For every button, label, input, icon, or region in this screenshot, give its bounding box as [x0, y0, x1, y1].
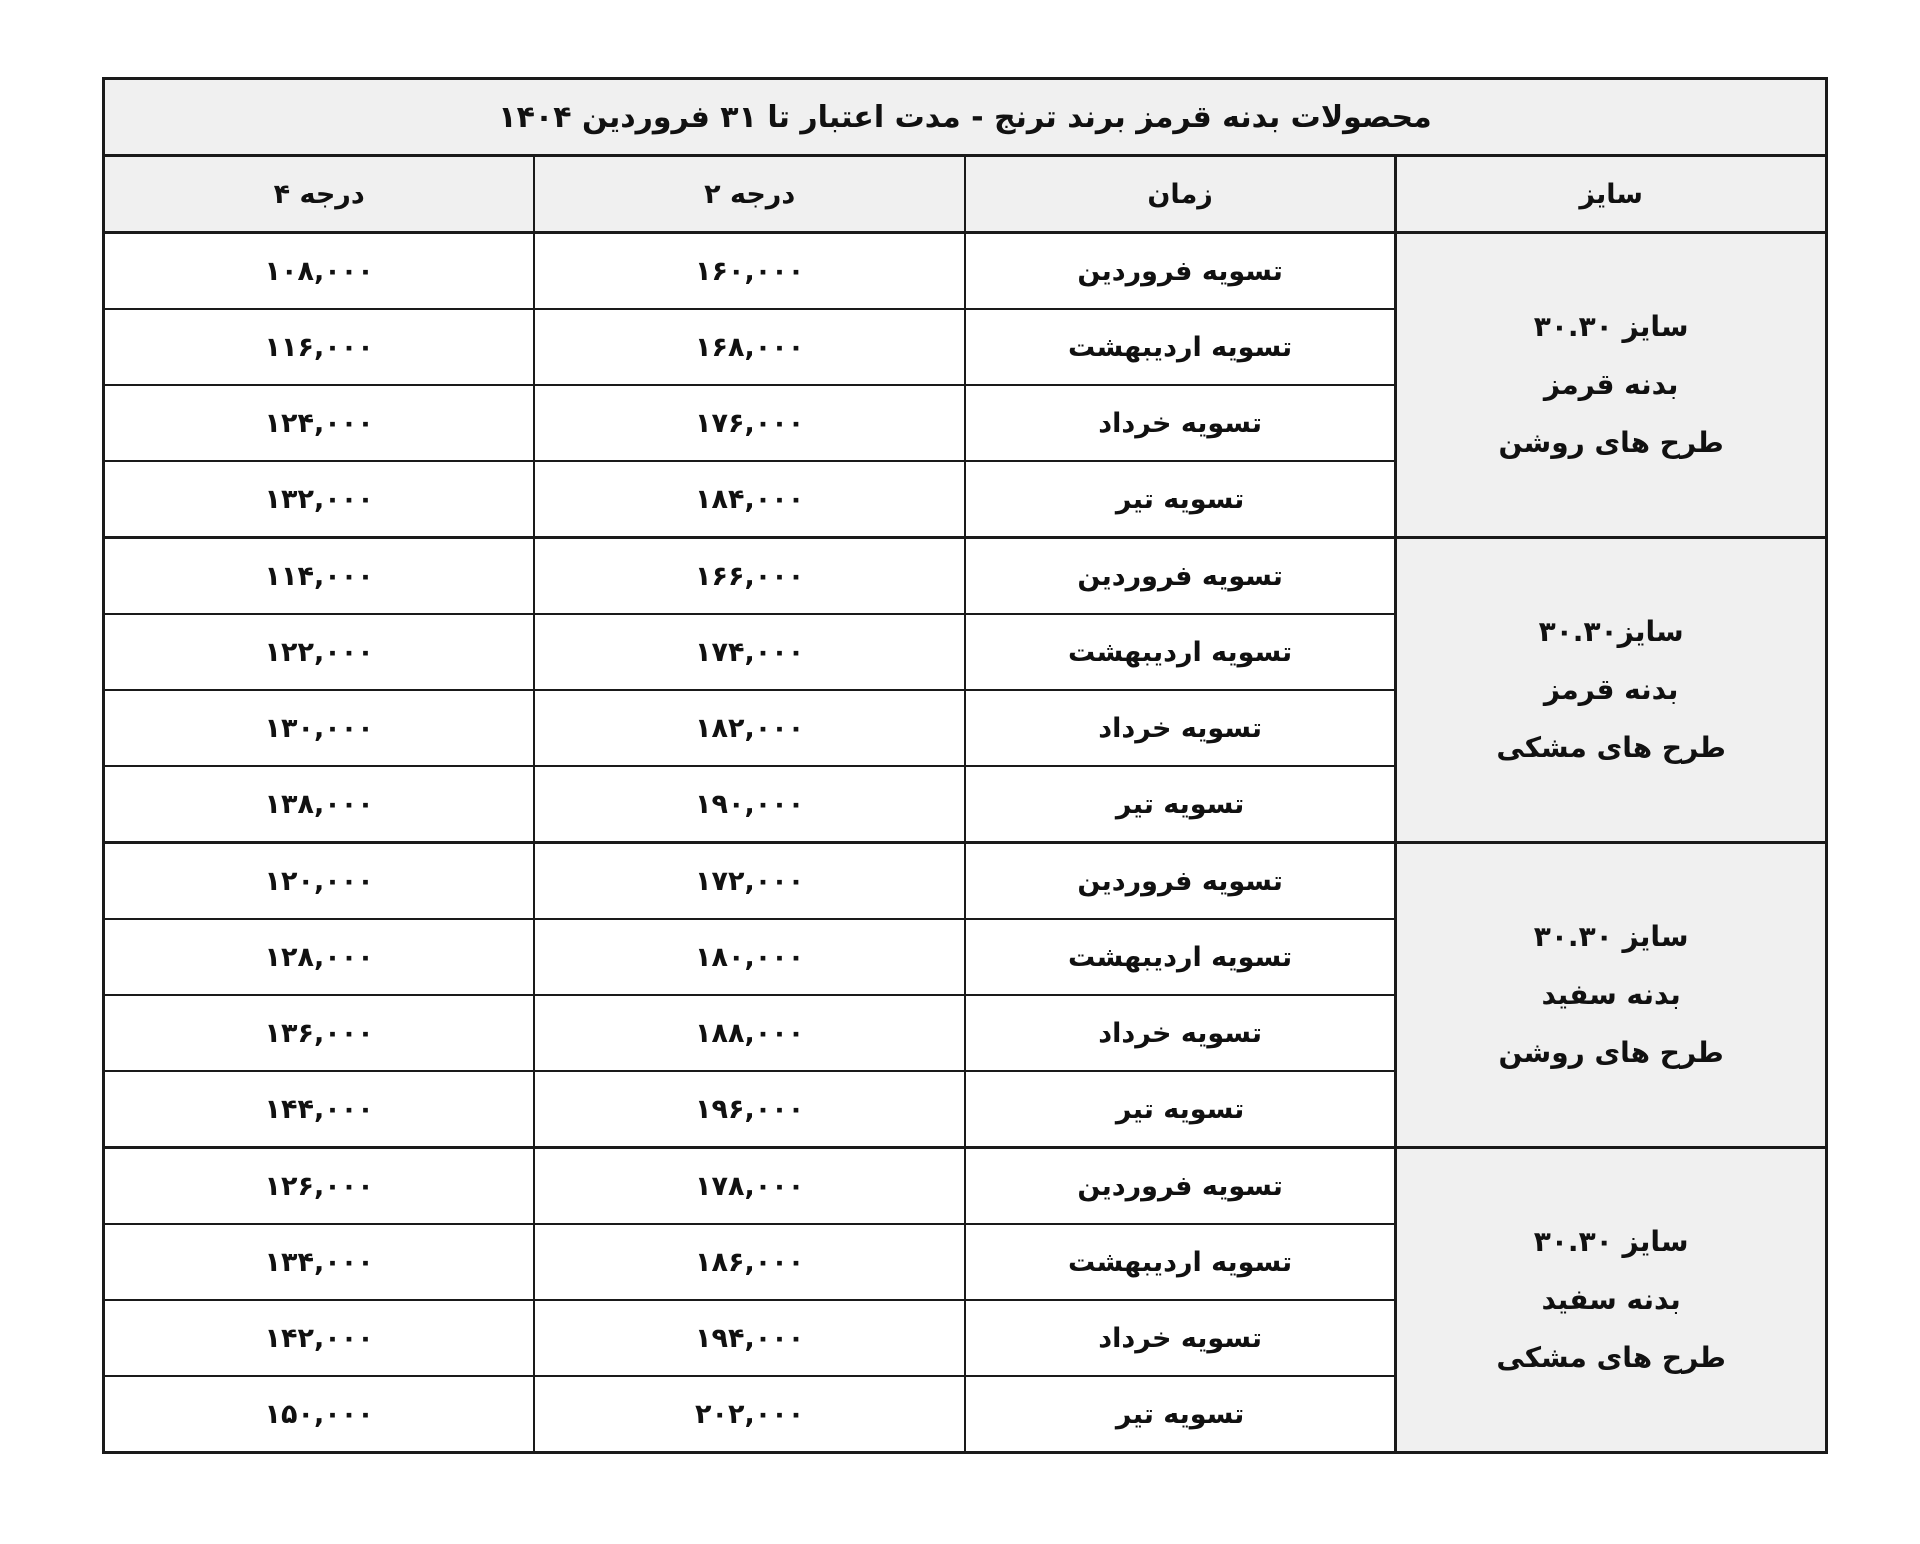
grade2-price-cell: ۱۶۸,۰۰۰ [534, 309, 965, 385]
group-label-design: طرح های مشکی [1496, 731, 1726, 764]
header-row [104, 156, 1827, 233]
grade4-price-cell: ۱۵۰,۰۰۰ [104, 1376, 535, 1453]
group-label-cell [1396, 843, 1827, 1148]
grade4-price-cell: ۱۰۸,۰۰۰ [104, 233, 535, 310]
grade2-price-cell: ۱۸۲,۰۰۰ [534, 690, 965, 766]
time-cell: تسویه اردیبهشت [965, 919, 1396, 995]
group-label-size: سایز ۳۰.۳۰ [1533, 920, 1689, 953]
grade4-price-cell: ۱۴۴,۰۰۰ [104, 1071, 535, 1148]
grade4-price-cell: ۱۴۲,۰۰۰ [104, 1300, 535, 1376]
grade2-price-cell: ۱۶۰,۰۰۰ [534, 233, 965, 310]
grade2-price-cell: ۱۶۶,۰۰۰ [534, 538, 965, 615]
grade2-price-cell: ۱۷۲,۰۰۰ [534, 843, 965, 920]
grade2-price-cell: ۱۹۶,۰۰۰ [534, 1071, 965, 1148]
grade2-price-cell: ۱۸۴,۰۰۰ [534, 461, 965, 538]
grade2-price-cell: ۱۷۶,۰۰۰ [534, 385, 965, 461]
time-cell: تسویه خرداد [965, 995, 1396, 1071]
grade2-price-cell: ۱۷۸,۰۰۰ [534, 1148, 965, 1225]
group-label-size: سایز ۳۰.۳۰ [1533, 310, 1689, 343]
time-cell: تسویه تیر [965, 1376, 1396, 1453]
time-cell: تسویه اردیبهشت [965, 614, 1396, 690]
grade4-price-cell: ۱۱۶,۰۰۰ [104, 309, 535, 385]
group-label-design: طرح های روشن [1498, 1036, 1724, 1069]
grade4-price-cell: ۱۱۴,۰۰۰ [104, 538, 535, 615]
title-row [104, 79, 1827, 156]
header-size: سایز [1396, 156, 1827, 233]
header-grade2: درجه ۲ [534, 156, 965, 233]
group-label-body: بدنه قرمز [1543, 673, 1679, 706]
time-cell: تسویه اردیبهشت [965, 309, 1396, 385]
time-cell: تسویه فروردین [965, 538, 1396, 615]
grade4-price-cell: ۱۲۸,۰۰۰ [104, 919, 535, 995]
time-cell: تسویه خرداد [965, 385, 1396, 461]
grade4-price-cell: ۱۳۰,۰۰۰ [104, 690, 535, 766]
grade2-price-cell: ۲۰۲,۰۰۰ [534, 1376, 965, 1453]
time-cell: تسویه تیر [965, 461, 1396, 538]
group-label-body: بدنه سفید [1541, 1283, 1681, 1316]
grade4-price-cell: ۱۲۰,۰۰۰ [104, 843, 535, 920]
grade2-price-cell: ۱۷۴,۰۰۰ [534, 614, 965, 690]
price-table [102, 77, 1828, 1454]
grade4-price-cell: ۱۲۶,۰۰۰ [104, 1148, 535, 1225]
time-cell: تسویه فروردین [965, 1148, 1396, 1225]
grade4-price-cell: ۱۲۲,۰۰۰ [104, 614, 535, 690]
group-label-body: بدنه سفید [1541, 978, 1681, 1011]
grade4-price-cell: ۱۳۸,۰۰۰ [104, 766, 535, 843]
grade4-price-cell: ۱۳۲,۰۰۰ [104, 461, 535, 538]
group-label-size: سایز ۳۰.۳۰ [1533, 1225, 1689, 1258]
table-title: محصولات بدنه قرمز برند ترنج - مدت اعتبار تا ۳۱ فروردین ۱۴۰۴ [104, 79, 1827, 156]
group-label-cell [1396, 233, 1827, 538]
grade2-price-cell: ۱۹۰,۰۰۰ [534, 766, 965, 843]
table-row [104, 538, 1827, 615]
time-cell: تسویه خرداد [965, 1300, 1396, 1376]
time-cell: تسویه فروردین [965, 843, 1396, 920]
header-grade4: درجه ۴ [104, 156, 535, 233]
grade4-price-cell: ۱۳۶,۰۰۰ [104, 995, 535, 1071]
header-time: زمان [965, 156, 1396, 233]
grade4-price-cell: ۱۳۴,۰۰۰ [104, 1224, 535, 1300]
group-label-cell [1396, 538, 1827, 843]
table-row [104, 233, 1827, 310]
table-row [104, 1148, 1827, 1225]
grade2-price-cell: ۱۸۰,۰۰۰ [534, 919, 965, 995]
group-label-design: طرح های مشکی [1496, 1341, 1726, 1374]
grade2-price-cell: ۱۹۴,۰۰۰ [534, 1300, 965, 1376]
grade2-price-cell: ۱۸۶,۰۰۰ [534, 1224, 965, 1300]
group-label-size: سایز۳۰.۳۰ [1538, 615, 1684, 648]
time-cell: تسویه تیر [965, 1071, 1396, 1148]
group-label-body: بدنه قرمز [1543, 368, 1679, 401]
group-label-cell [1396, 1148, 1827, 1453]
grade4-price-cell: ۱۲۴,۰۰۰ [104, 385, 535, 461]
time-cell: تسویه اردیبهشت [965, 1224, 1396, 1300]
time-cell: تسویه فروردین [965, 233, 1396, 310]
grade2-price-cell: ۱۸۸,۰۰۰ [534, 995, 965, 1071]
table-row [104, 843, 1827, 920]
group-label-design: طرح های روشن [1498, 426, 1724, 459]
time-cell: تسویه خرداد [965, 690, 1396, 766]
time-cell: تسویه تیر [965, 766, 1396, 843]
